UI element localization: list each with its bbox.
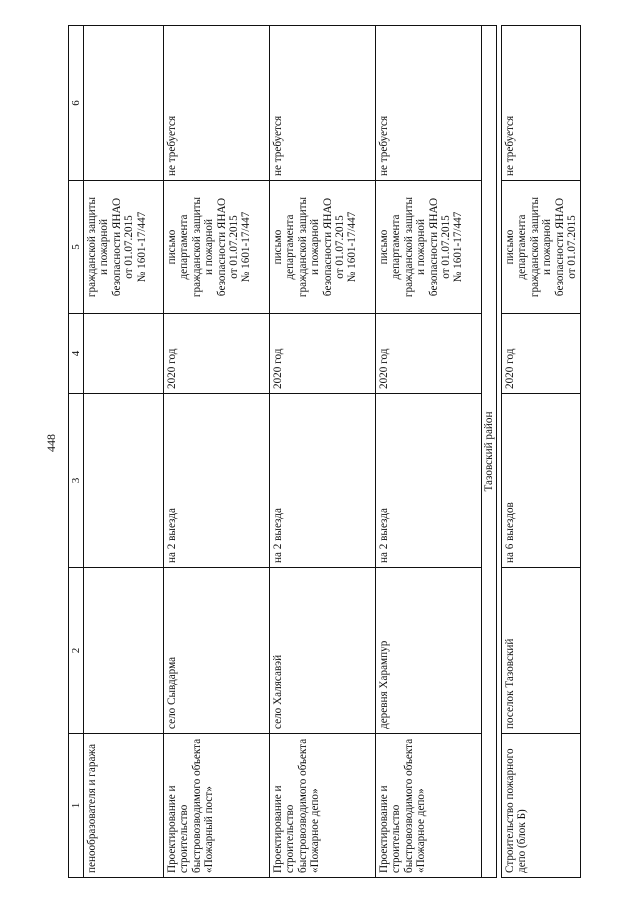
deadline-cell xyxy=(84,314,164,394)
table-row xyxy=(164,26,270,878)
column-number: 2 xyxy=(69,568,84,734)
object-name-cell: пенообразователя и гаража xyxy=(84,734,164,878)
section-header-row xyxy=(482,26,497,878)
location-cell: деревня Харампур xyxy=(376,568,482,734)
page-number: 448 xyxy=(44,434,58,452)
column-number: 5 xyxy=(69,181,84,314)
table-row xyxy=(502,26,581,878)
basis-cell: письмо департамента гражданской защиты и пожарной безопасности ЯНАО от 01.07.2015 xyxy=(502,181,581,314)
basis-cell: письмо департамента гражданской защиты и пожарной безопасности ЯНАО от 01.07.2015 № 1601-17/447 xyxy=(376,181,482,314)
basis-cell: письмо департамента гражданской защиты и пожарной безопасности ЯНАО от 01.07.2015 № 1601-17/447 xyxy=(270,181,376,314)
column-number: 1 xyxy=(69,734,84,878)
deadline-cell: 2020 год xyxy=(270,314,376,394)
object-name-cell: Проектирование и строительство быстровозводимого объекта «Пожарное депо» xyxy=(270,734,376,878)
capacity-cell: на 2 выезда xyxy=(270,394,376,568)
basis-cell: гражданской защиты и пожарной безопасности ЯНАО от 01.07.2015 № 1601-17/447 xyxy=(84,181,164,314)
deadline-cell: 2020 год xyxy=(502,314,581,394)
requirement-cell: не требуется xyxy=(502,26,581,181)
column-number: 3 xyxy=(69,394,84,568)
column-number-row xyxy=(69,26,84,878)
object-name-cell: Проектирование и строительство быстровозводимого объекта «Пожарный пост» xyxy=(164,734,270,878)
deadline-cell: 2020 год xyxy=(376,314,482,394)
object-name-cell: Проектирование и строительство быстровозводимого объекта «Пожарное депо» xyxy=(376,734,482,878)
capacity-cell: на 2 выезда xyxy=(164,394,270,568)
column-number: 6 xyxy=(69,26,84,181)
basis-cell: письмо департамента гражданской защиты и пожарной безопасности ЯНАО от 01.07.2015 № 1601-17/447 xyxy=(164,181,270,314)
table-row xyxy=(270,26,376,878)
capacity-cell: на 6 выездов xyxy=(502,394,581,568)
table-row-continued xyxy=(84,26,164,878)
deadline-cell: 2020 год xyxy=(164,314,270,394)
location-cell: село Халясавэй xyxy=(270,568,376,734)
table-row xyxy=(376,26,482,878)
requirement-cell: не требуется xyxy=(376,26,482,181)
rotated-table-page xyxy=(68,26,578,878)
capacity-cell xyxy=(84,394,164,568)
column-number: 4 xyxy=(69,314,84,394)
section-title: Тазовский район xyxy=(482,26,497,878)
requirement-cell xyxy=(84,26,164,181)
location-cell: село Сывдарма xyxy=(164,568,270,734)
requirement-cell: не требуется xyxy=(164,26,270,181)
location-cell: поселок Тазовский xyxy=(502,568,581,734)
requirement-cell: не требуется xyxy=(270,26,376,181)
data-table xyxy=(68,25,581,878)
capacity-cell: на 2 выезда xyxy=(376,394,482,568)
location-cell xyxy=(84,568,164,734)
object-name-cell: Строительство пожарного депо (блок Б) xyxy=(502,734,581,878)
